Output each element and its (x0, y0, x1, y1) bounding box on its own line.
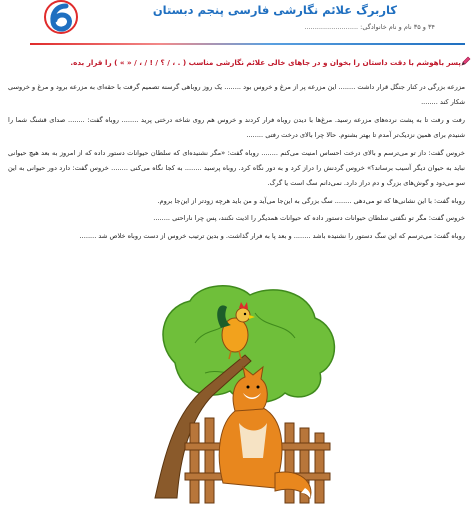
story-paragraph-5: خروس گفت: مگر تو نگفتی سلطان حیوانات دستور داده که حیوانات همدیگر را اذیت نکنند، پس چرا ناراحتی ........ (153, 214, 465, 223)
story-paragraph-2: رفت و رفت تا به پشت نرده‌های مزرعه رسید. مرغ‌ها با دیدن روباه فرار کردند و خروس هم روی شاخه درختی پرید ........ روباه گفت: ........ صدای قشنگ شما را شنیدم برای همین نزدیک‌تر آمدم تا بهتر بشنوم. حالا چرا بالای درخت رفتی ........ (8, 115, 465, 140)
fox-and-rooster-illustration (135, 283, 345, 505)
story-paragraph-3: خروس گفت: داز تو می‌ترسم و بالای درخت احساس امنیت می‌کنم ........ روباه گفت: «مگر نشنیده‌ای که سلطان حیوانات دستور داده که از امروز به بعد هیچ حیوانی نباید به حیوان دیگر آسیب برساند؟» خروس گردنش را دراز کرد و به دور نگاه کرد. روباه پرسید ........ به کجا نگاه می‌کنی ........ خروس گفت: دارد دور حیوانی به این سو می‌دود و گوش‌های بزرگ و دم دراز دارد. نمی‌دانم سگ است یا گرگ. (8, 148, 465, 188)
story-paragraph-4: روباه گفت: با این نشانی‌ها که تو می‌دهی ........ سگ بزرگی به این‌جا می‌آید و من باید هرچه زودتر از این‌جا بروم. (157, 196, 465, 205)
pencil-icon (461, 56, 471, 66)
story-paragraph-1: مزرعه بزرگی در کنار جنگل قرار داشت ........ این مزرعه پر از مرغ و خروس بود ........ یک روز روباهی گرسنه تصمیم گرفت با حقه‌ای به مزرعه برود و مرغ و خروسی شکار کند ........ (8, 83, 465, 107)
header-divider (30, 43, 465, 45)
name-field-label: ۳۴ و ۳۵ نام و نام خانوادگی: .......................... (304, 23, 435, 31)
story-paragraph-6: روباه گفت: می‌ترسم که این سگ دستور را نشنیده باشد ........ و بعد پا به فرار گذاشت. و بدین ترتیب خروس از دست روباه خلاص شد ........ (79, 231, 465, 240)
story-text (8, 80, 465, 246)
site-logo (44, 0, 78, 34)
instruction-text: پسر باهوشم با دقت داستان را بخوان و در جاهای خالی علائم نگارشی مناسب ( . ، / ؟ / ! / ، / « » ) را قرار بده. (70, 58, 461, 67)
worksheet-title: کاربرگ علائم نگارشی فارسی پنجم دبستان (152, 3, 397, 17)
